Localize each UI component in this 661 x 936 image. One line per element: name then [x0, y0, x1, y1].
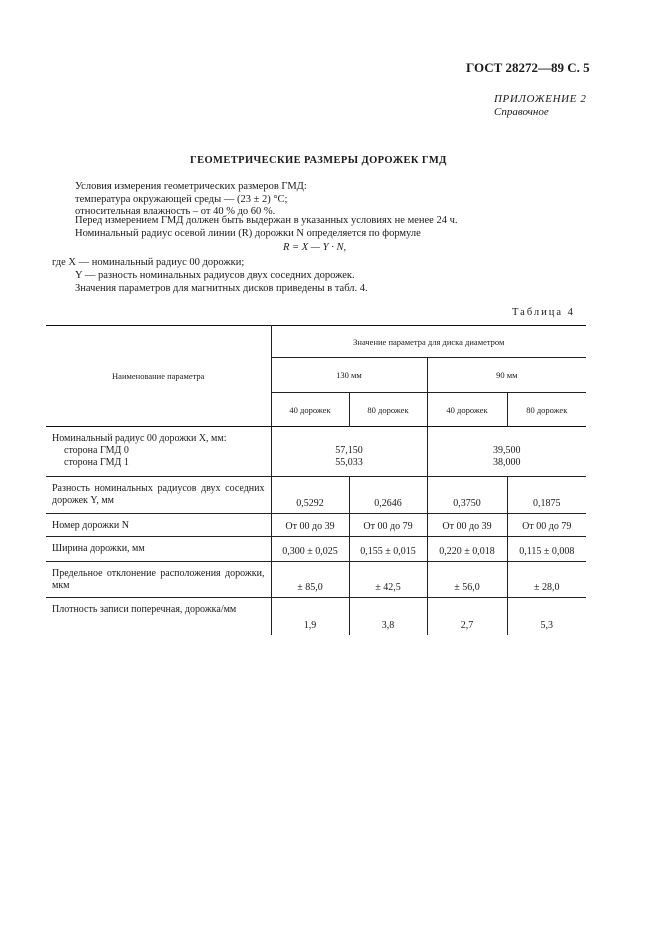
radius-formula: R = X — Y · N, — [283, 242, 347, 253]
table-row — [46, 537, 586, 562]
number-130-40: От 00 до 39 — [271, 514, 349, 537]
header-parameter-name: Наименование параметра — [46, 326, 271, 427]
legend-x: где X — номинальный радиус 00 дорожки; — [52, 257, 245, 268]
row-name-number: Номер дорожки N — [52, 520, 129, 531]
appendix-title: ПРИЛОЖЕНИЕ 2 — [494, 93, 587, 105]
temperature-condition: температура окружающей среды — (23 ± 2) °С; — [75, 194, 288, 205]
width-130-80: 0,155 ± 0,015 — [349, 537, 427, 562]
radius-definition: Номинальный радиус осевой линии (R) дорожки N определяется по формуле — [75, 228, 421, 239]
humidity-condition: относительная влажность – от 40 % до 60 %. — [75, 206, 276, 217]
section-title: ГЕОМЕТРИЧЕСКИЕ РАЗМЕРЫ ДОРОЖЕК ГМД — [190, 155, 447, 166]
table-reference: Значения параметров для магнитных дисков приведены в табл. 4. — [75, 283, 368, 294]
diff-130-80: 0,2646 — [349, 477, 427, 514]
row-name-diff: Разность номинальных радиусов двух соседних дорожек Y, мм — [52, 483, 265, 506]
conditions-intro: Условия измерения геометрических размеров ГМД: — [75, 181, 307, 192]
diff-90-40: 0,3750 — [427, 477, 507, 514]
deviation-130-80: ± 42,5 — [349, 562, 427, 598]
radius-90-values — [427, 427, 586, 477]
header-parameter-value: Значение параметра для диска диаметром — [271, 326, 586, 358]
radius-130-side-0: 57,150 — [335, 445, 363, 456]
table-label: Таблица 4 — [512, 307, 575, 318]
number-90-40: От 00 до 39 — [427, 514, 507, 537]
parameters-table — [46, 325, 586, 635]
row-name-deviation: Предельное отклонение расположения дорожки, мкм — [52, 568, 265, 591]
legend-y: Y — разность номинальных радиусов двух соседних дорожек. — [75, 270, 355, 281]
table-row — [46, 427, 586, 477]
deviation-90-40: ± 56,0 — [427, 562, 507, 598]
radius-130-side-1: 55,033 — [335, 457, 363, 468]
side-0-label: сторона ГМД 0 — [64, 445, 129, 456]
row-name-radius — [46, 427, 271, 477]
density-90-80: 5,3 — [507, 598, 586, 635]
row-name-density: Плотность записи поперечная, дорожка/мм — [52, 604, 237, 615]
width-90-80: 0,115 ± 0,008 — [507, 537, 586, 562]
density-130-40: 1,9 — [271, 598, 349, 635]
radius-90-side-1: 38,000 — [493, 457, 521, 468]
side-1-label: сторона ГМД 1 — [64, 457, 129, 468]
header-90-80-tracks: 80 дорожек — [507, 393, 586, 427]
header-130-80-tracks: 80 дорожек — [349, 393, 427, 427]
row-name-width: Ширина дорожки, мм — [52, 543, 145, 554]
density-90-40: 2,7 — [427, 598, 507, 635]
table-header-row — [46, 326, 586, 358]
header-diameter-130: 130 мм — [271, 358, 427, 393]
radius-90-side-0: 39,500 — [493, 445, 521, 456]
width-90-40: 0,220 ± 0,018 — [427, 537, 507, 562]
conditioning-note: Перед измерением ГМД должен быть выдержан в указанных условиях не менее 24 ч. — [75, 215, 458, 226]
table-row — [46, 514, 586, 537]
density-130-80: 3,8 — [349, 598, 427, 635]
number-130-80: От 00 до 79 — [349, 514, 427, 537]
table-row — [46, 477, 586, 514]
diff-130-40: 0,5292 — [271, 477, 349, 514]
header-90-40-tracks: 40 дорожек — [427, 393, 507, 427]
header-diameter-90: 90 мм — [427, 358, 586, 393]
document-header: ГОСТ 28272—89 С. 5 — [466, 60, 590, 75]
deviation-90-80: ± 28,0 — [507, 562, 586, 598]
diff-90-80: 0,1875 — [507, 477, 586, 514]
radius-130-values — [271, 427, 427, 477]
width-130-40: 0,300 ± 0,025 — [271, 537, 349, 562]
table-row — [46, 562, 586, 598]
radius-label: Номинальный радиус 00 дорожки X, мм: — [52, 433, 227, 444]
deviation-130-40: ± 85,0 — [271, 562, 349, 598]
number-90-80: От 00 до 79 — [507, 514, 586, 537]
header-130-40-tracks: 40 дорожек — [271, 393, 349, 427]
table-row — [46, 598, 586, 635]
appendix-subtitle: Справочное — [494, 106, 549, 118]
